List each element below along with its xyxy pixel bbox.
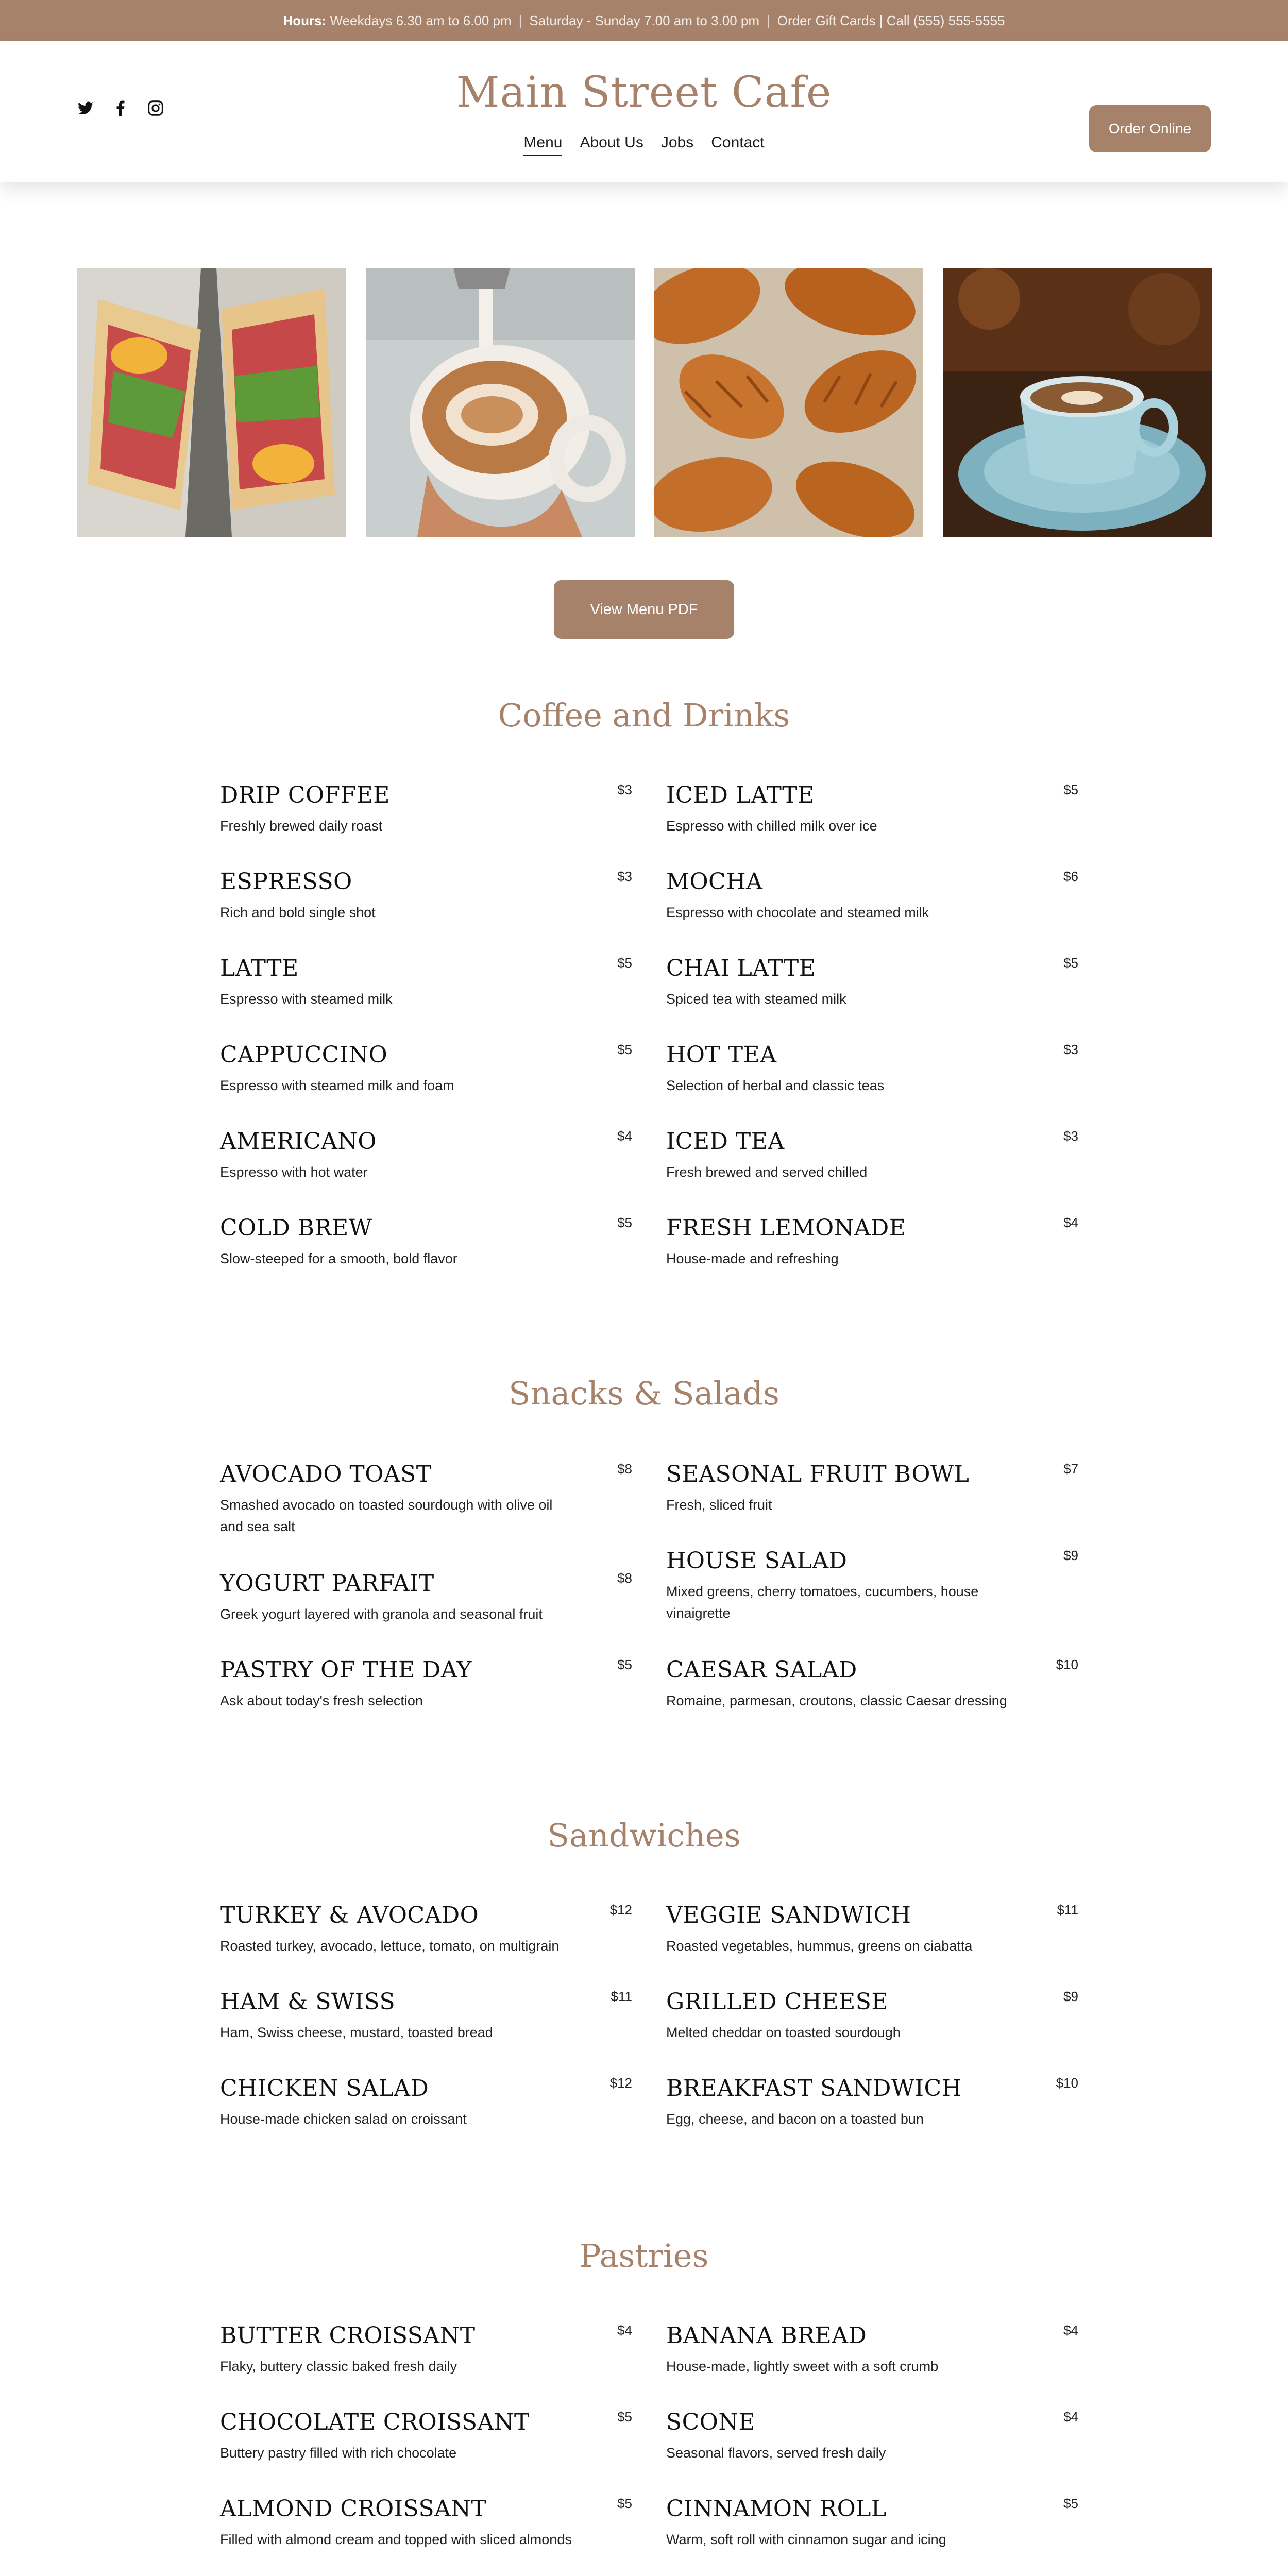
site-title[interactable]: Main Street Cafe [456, 68, 832, 117]
item-description: Espresso with steamed milk and foam [220, 1077, 454, 1093]
menu-item [220, 2409, 632, 2496]
menu-item [220, 1215, 632, 1301]
item-price: $12 [609, 2075, 632, 2091]
item-name: CAPPUCCINO [220, 1042, 388, 1068]
item-description: Espresso with chocolate and steamed milk [666, 904, 929, 920]
menu-item [666, 2323, 1078, 2409]
item-price: $5 [617, 2409, 632, 2425]
menu-item [666, 1461, 1078, 1548]
sandwiches-left-column [220, 1902, 632, 2162]
item-description: Romaine, parmesan, croutons, classic Caesar dressing [666, 1692, 1007, 1708]
item-price: $12 [609, 1902, 632, 1918]
site-header [0, 41, 1288, 182]
coffee-right-column [666, 782, 1078, 1301]
item-name: VEGGIE SANDWICH [666, 1902, 911, 1928]
menu-item [666, 1042, 1078, 1128]
item-description: Mixed greens, cherry tomatoes, cucumbers, house vinaigrette [666, 1583, 979, 1621]
item-description: Roasted vegetables, hummus, greens on ciabatta [666, 1938, 973, 1954]
item-name: ESPRESSO [220, 869, 352, 895]
menu-item [666, 2075, 1078, 2162]
weekday-hours: Weekdays 6.30 am to 6.00 pm [330, 12, 512, 28]
item-price: $10 [1056, 1657, 1078, 1672]
item-description: House-made, lightly sweet with a soft crumb [666, 2358, 939, 2374]
hours-label: Hours: [283, 12, 327, 28]
item-description: Ask about today's fresh selection [220, 1692, 423, 1708]
item-name: CINNAMON ROLL [666, 2496, 887, 2522]
item-name: SEASONAL FRUIT BOWL [666, 1461, 970, 1487]
item-price: $4 [1063, 2323, 1078, 2338]
item-price: $5 [617, 955, 632, 971]
item-description: Roasted turkey, avocado, lettuce, tomato, on multigrain [220, 1938, 560, 1954]
item-description: Selection of herbal and classic teas [666, 1077, 885, 1093]
item-description: Slow-steeped for a smooth, bold flavor [220, 1250, 457, 1266]
sandwiches-right-column [666, 1902, 1078, 2162]
item-price: $8 [617, 1461, 632, 1477]
pastries-right-column [666, 2323, 1078, 2576]
item-name: CHAI LATTE [666, 955, 816, 981]
item-name: TURKEY & AVOCADO [220, 1902, 479, 1928]
item-price: $10 [1056, 2075, 1078, 2091]
snacks-right-column [666, 1461, 1078, 1743]
item-name: BUTTER CROISSANT [220, 2323, 476, 2349]
menu-item [220, 1042, 632, 1128]
item-price: $8 [617, 1570, 632, 1586]
item-description: Ham, Swiss cheese, mustard, toasted bread [220, 2024, 493, 2040]
item-price: $5 [617, 1215, 632, 1230]
item-name: COLD BREW [220, 1215, 372, 1241]
item-description: House-made and refreshing [666, 1250, 839, 1266]
item-name: GRILLED CHEESE [666, 1989, 889, 2015]
item-price: $7 [1063, 1461, 1078, 1477]
menu-item [666, 1215, 1078, 1301]
menu-item [666, 1548, 1078, 1657]
item-description: Rich and bold single shot [220, 904, 376, 920]
photo-gallery [77, 268, 1212, 537]
snacks-left-column [220, 1461, 632, 1743]
item-price: $5 [1063, 782, 1078, 798]
item-description: Fresh brewed and served chilled [666, 1164, 868, 1180]
sandwiches-section-title: Sandwiches [547, 1817, 741, 1854]
item-name: HOUSE SALAD [666, 1548, 848, 1574]
item-price: $11 [611, 1989, 632, 2004]
item-description: Spiced tea with steamed milk [666, 991, 846, 1007]
item-price: $4 [617, 1128, 632, 1144]
item-description: House-made chicken salad on croissant [220, 2111, 467, 2127]
menu-item [666, 955, 1078, 1042]
menu-item [220, 1902, 632, 1989]
item-name: BREAKFAST SANDWICH [666, 2075, 962, 2102]
view-menu-pdf-button[interactable]: View Menu PDF [554, 580, 734, 639]
menu-item [666, 1902, 1078, 1989]
coffee-left-column [220, 782, 632, 1301]
item-name: AVOCADO TOAST [220, 1461, 432, 1487]
item-price: $3 [617, 869, 632, 884]
order-online-button[interactable]: Order Online [1089, 105, 1211, 152]
item-description: Espresso with chilled milk over ice [666, 818, 877, 834]
menu-item [220, 1570, 632, 1657]
item-description: Filled with almond cream and topped with sliced almonds [220, 2531, 572, 2547]
item-description: Egg, cheese, and bacon on a toasted bun [666, 2111, 924, 2127]
menu-item [220, 1657, 632, 1743]
item-price: $11 [1057, 1902, 1078, 1918]
item-price: $4 [1063, 1215, 1078, 1230]
item-description: Warm, soft roll with cinnamon sugar and icing [666, 2531, 946, 2547]
menu-item [220, 2075, 632, 2162]
item-name: YOGURT PARFAIT [220, 1570, 434, 1597]
croissants-photo [654, 268, 923, 537]
item-name: LATTE [220, 955, 299, 981]
item-name: DRIP COFFEE [220, 782, 390, 808]
menu-item [220, 1128, 632, 1215]
item-name: PASTRY OF THE DAY [220, 1657, 472, 1683]
item-price: $9 [1063, 1548, 1078, 1563]
divider: | [518, 12, 522, 28]
item-name: CHICKEN SALAD [220, 2075, 429, 2102]
pastries-section-title: Pastries [579, 2237, 709, 2275]
coffee-section-title: Coffee and Drinks [498, 697, 790, 734]
menu-item [220, 1461, 632, 1570]
item-price: $6 [1063, 869, 1078, 884]
divider: | [767, 12, 770, 28]
item-price: $3 [1063, 1042, 1078, 1057]
gift-card-link[interactable]: Order Gift Cards | Call (555) 555-5555 [777, 12, 1005, 28]
item-name: AMERICANO [220, 1128, 377, 1155]
item-price: $5 [617, 1042, 632, 1057]
item-name: HOT TEA [666, 1042, 777, 1068]
menu-item [666, 1989, 1078, 2075]
menu-item [666, 1128, 1078, 1215]
item-description: Fresh, sliced fruit [666, 1497, 772, 1513]
latte-pour-photo [366, 268, 635, 537]
item-name: FRESH LEMONADE [666, 1215, 906, 1241]
item-price: $4 [617, 2323, 632, 2338]
nav-contact[interactable]: Contact [711, 134, 765, 151]
nav-jobs[interactable]: Jobs [660, 134, 694, 151]
item-name: CAESAR SALAD [666, 1657, 857, 1683]
menu-item [666, 1657, 1078, 1743]
item-description: Espresso with hot water [220, 1164, 368, 1180]
item-price: $5 [1063, 955, 1078, 971]
item-name: CHOCOLATE CROISSANT [220, 2409, 530, 2435]
item-price: $5 [617, 1657, 632, 1672]
snacks-section-title: Snacks & Salads [509, 1375, 779, 1412]
nav-menu[interactable]: Menu [523, 134, 562, 156]
item-price: $4 [1063, 2409, 1078, 2425]
item-price: $3 [617, 782, 632, 798]
item-description: Greek yogurt layered with granola and seasonal fruit [220, 1606, 543, 1622]
item-name: ICED TEA [666, 1128, 785, 1155]
menu-item [220, 869, 632, 955]
item-price: $3 [1063, 1128, 1078, 1144]
item-name: BANANA BREAD [666, 2323, 867, 2349]
pastries-left-column [220, 2323, 632, 2576]
item-name: ALMOND CROISSANT [220, 2496, 487, 2522]
item-price: $9 [1063, 1989, 1078, 2004]
coffee-cup-photo [943, 268, 1212, 537]
menu-item [220, 2496, 632, 2576]
announcement-bar [0, 0, 1288, 41]
item-description: Freshly brewed daily roast [220, 818, 383, 834]
item-name: HAM & SWISS [220, 1989, 396, 2015]
item-name: MOCHA [666, 869, 763, 895]
item-description: Seasonal flavors, served fresh daily [666, 2445, 886, 2461]
item-description: Smashed avocado on toasted sourdough with olive oil and sea salt [220, 1497, 553, 1534]
item-price: $5 [617, 2496, 632, 2511]
item-description: Flaky, buttery classic baked fresh daily [220, 2358, 457, 2374]
item-description: Espresso with steamed milk [220, 991, 393, 1007]
nav-about-us[interactable]: About Us [580, 134, 643, 151]
item-description: Buttery pastry filled with rich chocolate [220, 2445, 457, 2461]
weekend-hours: Saturday - Sunday 7.00 am to 3.00 pm [529, 12, 760, 28]
item-name: ICED LATTE [666, 782, 815, 808]
sandwich-photo [77, 268, 346, 537]
menu-item [220, 1989, 632, 2075]
menu-item [220, 955, 632, 1042]
menu-item [220, 2323, 632, 2409]
menu-item [666, 782, 1078, 869]
menu-item [666, 2496, 1078, 2576]
menu-item [666, 869, 1078, 955]
item-name: SCONE [666, 2409, 755, 2435]
menu-item [220, 782, 632, 869]
item-price: $5 [1063, 2496, 1078, 2511]
menu-item [666, 2409, 1078, 2496]
item-description: Melted cheddar on toasted sourdough [666, 2024, 901, 2040]
